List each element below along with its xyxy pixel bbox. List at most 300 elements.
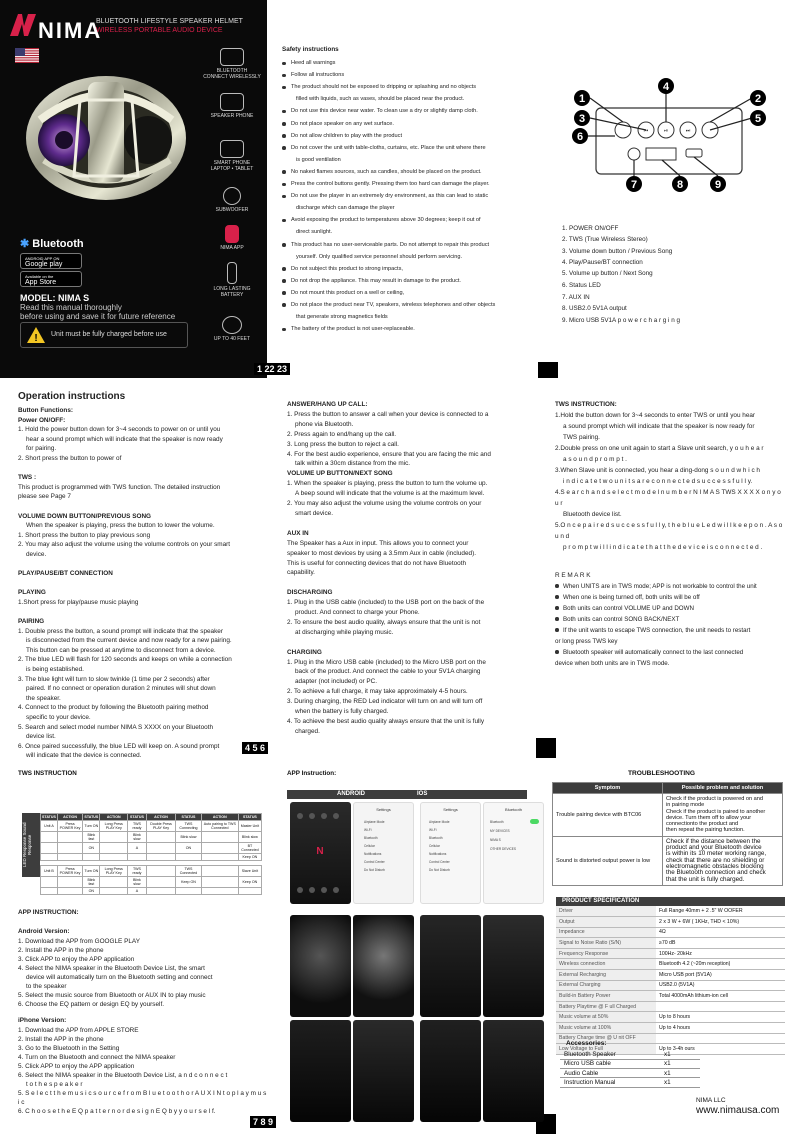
table-row: Sound is distorted output power is low Check if the distance between the product and your Bluetooth device is within its 10 meter working range, check that there are no shielding or electromagnetic obstacles blocking the Bluetooth connection and check that the unit is fully charged.	[553, 836, 783, 885]
table-cell	[201, 866, 238, 877]
table-cell	[41, 843, 58, 854]
table-row: Trouble pairing device with BTC06 Check if the product is powered on and in pairing mode Check if the product is paired to another device. Turn them off to allow your connectionto the product and then repeat the pairing function.	[553, 794, 783, 837]
table-cell: Blink fast	[83, 877, 100, 888]
safety-item: is good ventilation	[296, 156, 341, 163]
solution-line: is within its 10 meter working range,	[666, 850, 767, 858]
table-cell	[146, 877, 175, 888]
text-line: 1.Short press for play/pause music playing	[18, 598, 139, 606]
spec-value: Up to 4 hours	[656, 1023, 785, 1034]
spec-key: Impedance	[556, 927, 656, 938]
table-cell: Long Press PLAY Key	[100, 866, 128, 877]
text-line: 5.O n c e p a i r e d s u c c e s s f u l l y, t h e b l u e L e d w i l l k e e p o n . A s o u n d	[555, 522, 783, 540]
text-line: 1. Press the button to answer a call when your device is connected to a	[287, 410, 489, 418]
solution-line: electromagnetic obstacles blocking	[666, 862, 764, 870]
table-cell	[146, 832, 175, 843]
spec-value: Total 4000mAh lithium-ion cell	[656, 991, 785, 1002]
text-line: 1. When the speaker is playing, press the button to turn the volume up.	[287, 480, 488, 488]
safety-list	[282, 57, 532, 335]
text-line: DISCHARGING	[287, 589, 333, 597]
settings-row: Wi-Fi	[429, 828, 437, 832]
part-item: 1. POWER ON/OFF	[562, 225, 619, 232]
text-line: please see Page 7	[18, 493, 71, 501]
table-cell	[100, 877, 128, 888]
android-version-title: Android Version:	[18, 928, 70, 935]
table-cell: Auto pairing to TWS Connected	[201, 821, 238, 832]
safety-item: The product should not be exposed to dripping or splashing and no objects	[282, 81, 532, 93]
spec-table	[556, 906, 785, 1055]
text-line: 4. To achieve the best audio quality always ensure that the unit is fully	[287, 718, 485, 725]
text-line: 5. Search and select model number NIMA S XXXX on your Bluetooth	[18, 723, 214, 731]
spec-key: Build-in Battery Power	[556, 991, 656, 1002]
callout-number: 4	[662, 81, 670, 93]
table-cell	[57, 854, 82, 861]
accessory-qty: x1	[660, 1059, 700, 1068]
troubleshooting-title: TROUBLESHOOTING	[628, 770, 696, 777]
text-line: is disconnected from the current device and now ready for a new pairing.	[26, 637, 232, 645]
iphone-steps	[18, 1026, 268, 1116]
text-line: 1. Plug in the USB cable (included) to the USB port on the back of the	[287, 599, 485, 607]
solution-line: Check if the product is paired to another	[666, 808, 766, 815]
app-screen-2	[353, 915, 414, 1017]
settings-row: Control Center	[429, 860, 450, 864]
text-line: at discharging while playing music.	[295, 628, 394, 636]
table-row	[556, 938, 785, 949]
text-line: 3. The blue light will turn to slow twinkle (1 time per 2 seconds) after	[18, 675, 210, 683]
text-line: 4. Connect to the product by following the Bluetooth pairing method	[18, 704, 209, 712]
nima-app-icon	[225, 225, 239, 243]
solution-line: in pairing mode	[666, 802, 705, 809]
spec-key: Music volume at 100%	[556, 1023, 656, 1034]
text-line: a s o u n d p r o m p t .	[563, 456, 627, 463]
table-cell: Double Press PLAY Key	[146, 821, 175, 832]
feature-battery: LONG LASTING BATTERY	[203, 262, 261, 298]
remark-item: If the unit wants to escape TWS connection, the unit needs to restart	[555, 625, 783, 636]
table-cell: Blink slow	[127, 832, 146, 843]
table-cell	[127, 854, 146, 861]
text-line: PLAYING	[18, 589, 46, 597]
tws-title: TWS INSTRUCTION:	[555, 401, 617, 408]
accessory-name: Bluetooth Speaker	[560, 1050, 660, 1059]
safety-item: No naked flames sources, such as candles, should be placed on the product.	[282, 166, 532, 178]
svg-text:⏯: ⏯	[663, 128, 669, 134]
table-cell: Unit B	[41, 866, 58, 877]
table-cell	[146, 854, 175, 861]
spec-key: Battery Charge time @ U nit OFF	[556, 1033, 656, 1044]
safety-item: Do not place the product near TV, speakers, wireless telephones and other objects	[282, 299, 532, 311]
safety-item: Do not cover the unit with table-cloths, curtains, etc. Place the unit where there	[282, 142, 532, 154]
solution-line: Check if the distance between the	[666, 837, 761, 845]
text-line: 6. Select the NIMA speaker in the Bluetooth Device List, a n d c o n n e c t	[18, 1072, 228, 1079]
safety-item: yourself. Only qualified service personnel should perform servicing.	[296, 253, 463, 260]
operation-instructions	[18, 392, 268, 761]
text-line: PAIRING	[18, 618, 45, 626]
speaker-phone-icon	[220, 93, 244, 111]
table-row	[556, 1012, 785, 1023]
text-line: 6. Choose the EQ pattern or design EQ by yourself.	[18, 1001, 164, 1008]
table-cell	[146, 888, 175, 895]
callout-number: 8	[676, 179, 684, 191]
app-screen-4	[483, 915, 544, 1017]
text-line: PLAY/PAUSE/BT CONNECTION	[18, 570, 113, 578]
brand-name: NIMA	[38, 18, 103, 43]
tagline-line-2: WIRELESS PORTABLE AUDIO DEVICE	[96, 27, 223, 34]
safety-item: that generate strong magnetics fields	[296, 314, 388, 321]
helmet-speaker-image	[20, 60, 190, 210]
text-line: Power ON/OFF:	[18, 416, 66, 424]
text-line: 2. Install the APP in the phone	[18, 1036, 104, 1043]
app-instruction-text	[18, 908, 268, 1116]
devices-icon	[220, 140, 244, 158]
spec-value: USB2.0 (5V1A)	[656, 980, 785, 991]
table-header-cell: ACTION	[57, 814, 82, 821]
table-row	[556, 980, 785, 991]
product-spec-title: PRODUCT SPECIFICATION	[556, 897, 785, 906]
text-line: 5. S e l e c t t h e m u s i c s o u r c e f r o m B l u e t o o t h o r A U X I N t o p l a y m u s i c	[18, 1090, 267, 1106]
text-line: back of the product. And connect the cable to your 5V1A charging	[295, 668, 481, 676]
text-line	[18, 607, 268, 617]
text-line: 1.Hold the button down for 3~4 seconds to enter TWS or until you hear	[555, 412, 756, 419]
text-line: 2. Press again to end/hang up the call.	[287, 430, 397, 438]
text-line: phone via Bluetooth.	[295, 420, 354, 428]
table-header-cell: STATUS	[127, 814, 146, 821]
text-line: TWS :	[18, 474, 37, 482]
bluetooth-headset-icon	[220, 48, 244, 66]
spec-value: Up to 3-4h ours	[656, 1044, 785, 1055]
operation-lines	[18, 406, 268, 761]
settings-row: Wi-Fi	[364, 828, 372, 832]
safety-title: Safety instructions	[282, 46, 339, 53]
spec-key: External Charging	[556, 980, 656, 991]
text-line: for pairing.	[26, 445, 57, 453]
callout-number: 5	[754, 113, 762, 125]
accessories-table	[560, 1050, 700, 1088]
spec-value	[656, 1033, 785, 1044]
charge-warning: ! Unit must be fully charged before use	[20, 322, 188, 348]
bluetooth-row: OTHER DEVICES	[490, 847, 517, 851]
table-header-cell: STATUS	[42, 815, 56, 819]
text-line: 3.When Slave unit is connected, you hear a ding-dong s o u n d w h i c h	[555, 467, 760, 474]
safety-item: filled with liquids, such as vases, should be placed near the product.	[296, 96, 465, 103]
remark-item: Both units can control VOLUME UP and DOWN	[555, 603, 783, 614]
table-cell: Turn ON	[83, 866, 100, 877]
callout-number: 6	[576, 131, 584, 143]
callout-number: 9	[714, 179, 722, 191]
bluetooth-logo: ✱ Bluetooth	[20, 238, 84, 250]
text-line: 1. Hold the power button down for 3~4 seconds to power on or until you	[18, 426, 221, 434]
app-screen-7	[420, 1020, 481, 1122]
table-cell	[146, 866, 175, 877]
spec-key: Frequency Response	[556, 948, 656, 959]
feature-nima-app: NIMA APP	[203, 225, 261, 251]
table-cell	[201, 877, 238, 888]
text-line: device list.	[26, 733, 56, 741]
text-line: 1. Short press the button to play previous song	[18, 531, 151, 539]
table-row	[556, 970, 785, 981]
tagline-line-1: BLUETOOTH LIFESTYLE SPEAKER HELMET	[96, 18, 243, 25]
table-header-cell: ACTION	[146, 814, 175, 821]
text-line: 1. Plug in the Micro USB cable (included) to the Micro USB port on the	[287, 658, 486, 666]
table-cell: ON	[176, 843, 202, 854]
text-line: specific to your device.	[26, 714, 91, 721]
table-row	[556, 1023, 785, 1034]
table-cell: A	[127, 888, 146, 895]
battery-icon	[227, 262, 237, 284]
app-store-badge[interactable]: Available on the App Store	[20, 271, 82, 287]
table-cell	[41, 854, 58, 861]
accessory-name: Audio Cable	[560, 1069, 660, 1078]
text-line: 1. Double press the button, a sound prompt will indicate that the speaker	[18, 627, 223, 635]
callout-number: 1	[578, 93, 586, 105]
table-cell	[100, 888, 128, 895]
settings-row: Control Center	[364, 860, 385, 864]
app-instruction-title: APP INSTRUCTION:	[18, 909, 79, 916]
table-cell: TWS Connected	[176, 866, 202, 877]
table-row	[556, 1001, 785, 1012]
text-line	[287, 638, 527, 648]
text-line: The Speaker has a Aux in input. This allows you to connect your	[287, 539, 469, 547]
text-line: is being established.	[26, 666, 84, 674]
settings-row: Notifications	[364, 852, 382, 856]
text-line: VOLUME UP BUTTON/NEXT SONG	[287, 470, 393, 478]
remark-item: Bluetooth speaker will automatically connect to the last connected	[555, 647, 783, 658]
bluetooth-toggle[interactable]	[530, 819, 539, 824]
table-cell: Unit A	[41, 821, 58, 832]
table-cell: Blink slow	[238, 832, 261, 843]
text-line	[18, 560, 268, 570]
ios-settings-screenshot: Settings Airplane Mode Wi-Fi Bluetooth Cellular Notifications Control Center Do Not Disturb	[420, 802, 481, 904]
text-line: talk within a 30cm distance from the mic.	[295, 460, 411, 468]
text-line: 4. Turn on the Bluetooth and connect the NIMA speaker	[18, 1054, 176, 1061]
settings-row: Do Not Disturb	[364, 868, 385, 872]
text-line: when the battery is fully charged.	[295, 708, 389, 716]
table-cell	[57, 888, 82, 895]
table-cell	[176, 888, 202, 895]
text-line: 2. The blue LED will flash for 120 seconds and keeps on while a connection	[18, 656, 232, 664]
table-cell: Turn ON	[83, 821, 100, 832]
bluetooth-row: NIMA S	[490, 838, 501, 842]
text-line: device.	[26, 550, 47, 558]
control-panel-diagram	[548, 76, 794, 200]
settings-row: Airplane Mode	[364, 820, 385, 824]
text-line: a sound prompt which will indicate that the speaker is now ready for	[563, 423, 755, 430]
spec-value: Bluetooth 4.2 (~20m reception)	[656, 959, 785, 970]
warning-icon	[27, 327, 45, 343]
svg-text:N: N	[316, 846, 324, 857]
remark-list	[555, 581, 783, 669]
text-line: 6. C h o o s e t h e E Q p a t t e r n o r d e s i g n E Q b y y o u r s e l f.	[18, 1108, 216, 1115]
text-line: This button can be pressed at anytime to disconnect from a device.	[26, 646, 216, 654]
text-line: speaker to most devices by using a 3.5mm Aux in cable (included).	[287, 549, 476, 557]
accessories-title: Accessories:	[566, 1040, 607, 1047]
part-item: 8. USB2.0 5V1A output	[562, 305, 627, 313]
table-cell: Keep ON	[176, 877, 202, 888]
remark-item: Both units can control SONG BACK/NEXT	[555, 614, 783, 625]
safety-item: The battery of the product is not user-replaceable.	[282, 323, 532, 335]
text-line: 6. Once paired successfully, the blue LED will keep on. A sound prompt	[18, 742, 220, 750]
safety-item: direct sunlight.	[296, 229, 333, 236]
app-screen-5	[290, 1020, 351, 1122]
feature-range: UP TO 40 FEET	[203, 316, 261, 342]
bluetooth-icon: ✱	[20, 238, 30, 250]
text-line: the speaker.	[26, 694, 61, 702]
solution-line: device. Turn them off to allow your	[666, 814, 752, 821]
platform-bar	[287, 790, 527, 799]
text-line: 1. Download the APP from APPLE STORE	[18, 1027, 139, 1034]
spec-key: Wireless connection	[556, 959, 656, 970]
text-line	[287, 578, 527, 588]
table-row	[560, 1069, 700, 1078]
text-line: VOLUME DOWN BUTTON/PREVIOUS SONG	[18, 512, 152, 520]
text-line: CHARGING	[287, 648, 322, 656]
table-header-cell: ACTION	[100, 814, 128, 821]
text-line: device will automatically turn on the Bluetooth setting and connect	[26, 974, 213, 981]
text-line: product. And connect to charge your Phone.	[295, 609, 420, 617]
accessory-name: Instruction Manual	[560, 1078, 660, 1087]
text-line: This is useful for connecting devices that do not have Bluetooth	[287, 559, 467, 567]
app-screen-3	[420, 915, 481, 1017]
settings-row: Airplane Mode	[429, 820, 450, 824]
website-link[interactable]: www.nimausa.com	[696, 1105, 780, 1116]
table-cell: Slave Unit	[238, 866, 261, 877]
troubleshooting-table: Symptom Possible problem and solution Trouble pairing device with BTC06 Check if the product is powered on and in pairing mode Check if the product is paired to another device. Turn them off to allow your connectionto the product and then repeat the pairing function. Sound is distorted output power is low Check if the distance between the product and your Bluetooth device is within its 10 meter working range, check that there are no shielding or electromagnetic obstacles blocking the Bluetooth connection and check that the unit is fully charged.	[552, 782, 783, 886]
text-line: hear a sound prompt which will indicate that the speaker is now ready	[26, 435, 223, 443]
model-label: MODEL: NIMA S	[20, 293, 90, 303]
safety-item: Do not use the player in an extremely dry environment, as this can lead to static	[282, 190, 532, 202]
spec-key: Low Voltage to Full	[556, 1044, 656, 1055]
table-cell: Blink fast	[83, 832, 100, 843]
table-row	[556, 917, 785, 928]
page-number-3: 7 8 9	[250, 1116, 276, 1128]
text-line: 4.S e a r c h a n d s e l e c t m o d e l n u m b e r N I M A S TWS X X X X o n y o u r	[555, 489, 781, 507]
page-number-2: 4 5 6	[242, 742, 268, 754]
text-line: t o t h e s p e a k e r	[26, 1081, 83, 1088]
table-cell	[100, 843, 128, 854]
spec-key: Music volume at 50%	[556, 1012, 656, 1023]
bluetooth-row: Bluetooth	[490, 820, 504, 824]
safety-item: This product has no user-serviceable parts. Do not attempt to repair this product	[282, 239, 532, 251]
table-cell	[83, 854, 100, 861]
table-cell: Blink slow	[176, 832, 202, 843]
remark-item: When UNITS are in TWS mode; APP is not workable to control the unit	[555, 581, 783, 592]
cover-page	[0, 0, 267, 378]
table-cell	[57, 843, 82, 854]
google-play-badge[interactable]: ANDROID APP ON Google play	[20, 253, 82, 269]
text-line: i n d i c a t e t w o u n i t s a r e c o n n e c t e d s u c c e s s f u l l y.	[563, 478, 753, 485]
settings-row: Cellular	[429, 844, 440, 848]
table-header-cell: STATUS	[176, 814, 202, 821]
app-screen-6	[353, 1020, 414, 1122]
table-row	[560, 1059, 700, 1068]
part-item: 6. Status LED	[562, 282, 601, 290]
table-row	[556, 927, 785, 938]
spec-value: Micro USB port (5V1A)	[656, 970, 785, 981]
text-line: 4. For the best audio experience, ensure that you are facing the mic and	[287, 450, 491, 458]
text-line: TWS pairing.	[563, 434, 600, 441]
table-row	[556, 948, 785, 959]
table-cell	[176, 854, 202, 861]
parts-list	[562, 223, 680, 327]
accessory-name: Micro USB cable	[560, 1059, 660, 1068]
text-line: ANSWER/HANG UP CALL:	[287, 401, 368, 408]
callout-number: 7	[630, 179, 638, 191]
accessory-qty: x1	[660, 1069, 700, 1078]
table-row	[560, 1078, 700, 1087]
remark-title: R E M A R K	[555, 572, 591, 579]
ios-bluetooth-screenshot: Bluetooth Bluetooth MY DEVICES NIMA S OTHER DEVICES	[483, 802, 544, 904]
table-cell: Press POWER Key	[57, 866, 82, 877]
spec-key: Driver	[556, 906, 656, 917]
table-cell: Keep ON	[238, 877, 261, 888]
range-icon	[222, 316, 242, 334]
safety-item: discharge which can damage the player	[296, 205, 395, 212]
text-line: 5. Select the music source from Bluetooth or AUX IN to play music	[18, 992, 206, 999]
table-cell	[201, 854, 238, 861]
solution-line: that the unit is fully charged.	[666, 875, 745, 883]
table-cell	[146, 843, 175, 854]
safety-instructions	[282, 44, 532, 335]
page-tab	[538, 362, 558, 378]
text-line	[287, 519, 527, 529]
brand-logo	[10, 14, 36, 36]
feature-bluetooth: BLUETOOTH CONNECT WIRELESSLY	[203, 48, 261, 80]
text-line: charged.	[295, 727, 320, 735]
part-item: 3. Volume down button / Previous Song	[562, 247, 673, 255]
table-cell: Keep ON	[238, 854, 261, 861]
call-instructions	[287, 400, 527, 737]
solution-line: product and your Bluetooth device	[666, 844, 762, 852]
text-line: 3. During charging, the RED Led indicator will turn on and will turn off	[287, 698, 483, 706]
spec-value: 100Hz- 20kHz	[656, 948, 785, 959]
part-item: 2. TWS (True Wireless Stereo)	[562, 236, 648, 244]
table-cell: TWS Connecting	[176, 821, 202, 832]
part-item: 4. Play/Pause/BT connection	[562, 258, 643, 266]
settings-row: Bluetooth	[364, 836, 378, 840]
feature-smart-phone: SMART PHONE LAPTOP • TABLET	[203, 140, 261, 172]
table-cell	[41, 832, 58, 843]
subwoofer-icon	[223, 187, 241, 205]
table-cell: A	[127, 843, 146, 854]
text-line	[18, 464, 268, 474]
table-row	[556, 959, 785, 970]
spec-key: Output	[556, 917, 656, 928]
table-cell	[201, 832, 238, 843]
text-line: 3. Click APP to enjoy the APP application	[18, 956, 135, 963]
tws-table-title: TWS INSTRUCTION	[18, 770, 77, 777]
text-line: paired. If no connect or operation duration 2 minutes will shut down	[26, 685, 216, 693]
text-line: 5. Click APP to enjoy the APP application	[18, 1063, 135, 1070]
settings-row: Bluetooth	[429, 836, 443, 840]
svg-text:!: !	[34, 333, 38, 343]
tws-lines	[555, 410, 783, 553]
accessory-qty: x1	[660, 1078, 700, 1087]
svg-text:⏭: ⏭	[685, 128, 691, 134]
text-line: When the speaker is playing, press the button to lower the volume.	[26, 522, 215, 530]
callout-number: 2	[754, 93, 762, 105]
table-cell	[201, 888, 238, 895]
table-cell	[41, 877, 58, 888]
table-row	[556, 991, 785, 1002]
text-line: 2. Install the APP in the phone	[18, 947, 104, 954]
accessory-qty: x1	[660, 1050, 700, 1059]
safety-item: Do not allow children to play with the product	[282, 130, 532, 142]
spec-value: 4Ω	[656, 927, 785, 938]
text-line: capability.	[287, 569, 315, 577]
app-screen-1	[290, 915, 351, 1017]
app-instruction-heading: APP Instruction:	[287, 770, 337, 777]
spec-value	[656, 1001, 785, 1012]
safety-item: Press the control buttons gently. Pressing them too hard can damage the player.	[282, 178, 532, 190]
spec-value: 2 x 3 W + 6W ( 1KHz, THD < 10%)	[656, 917, 785, 928]
